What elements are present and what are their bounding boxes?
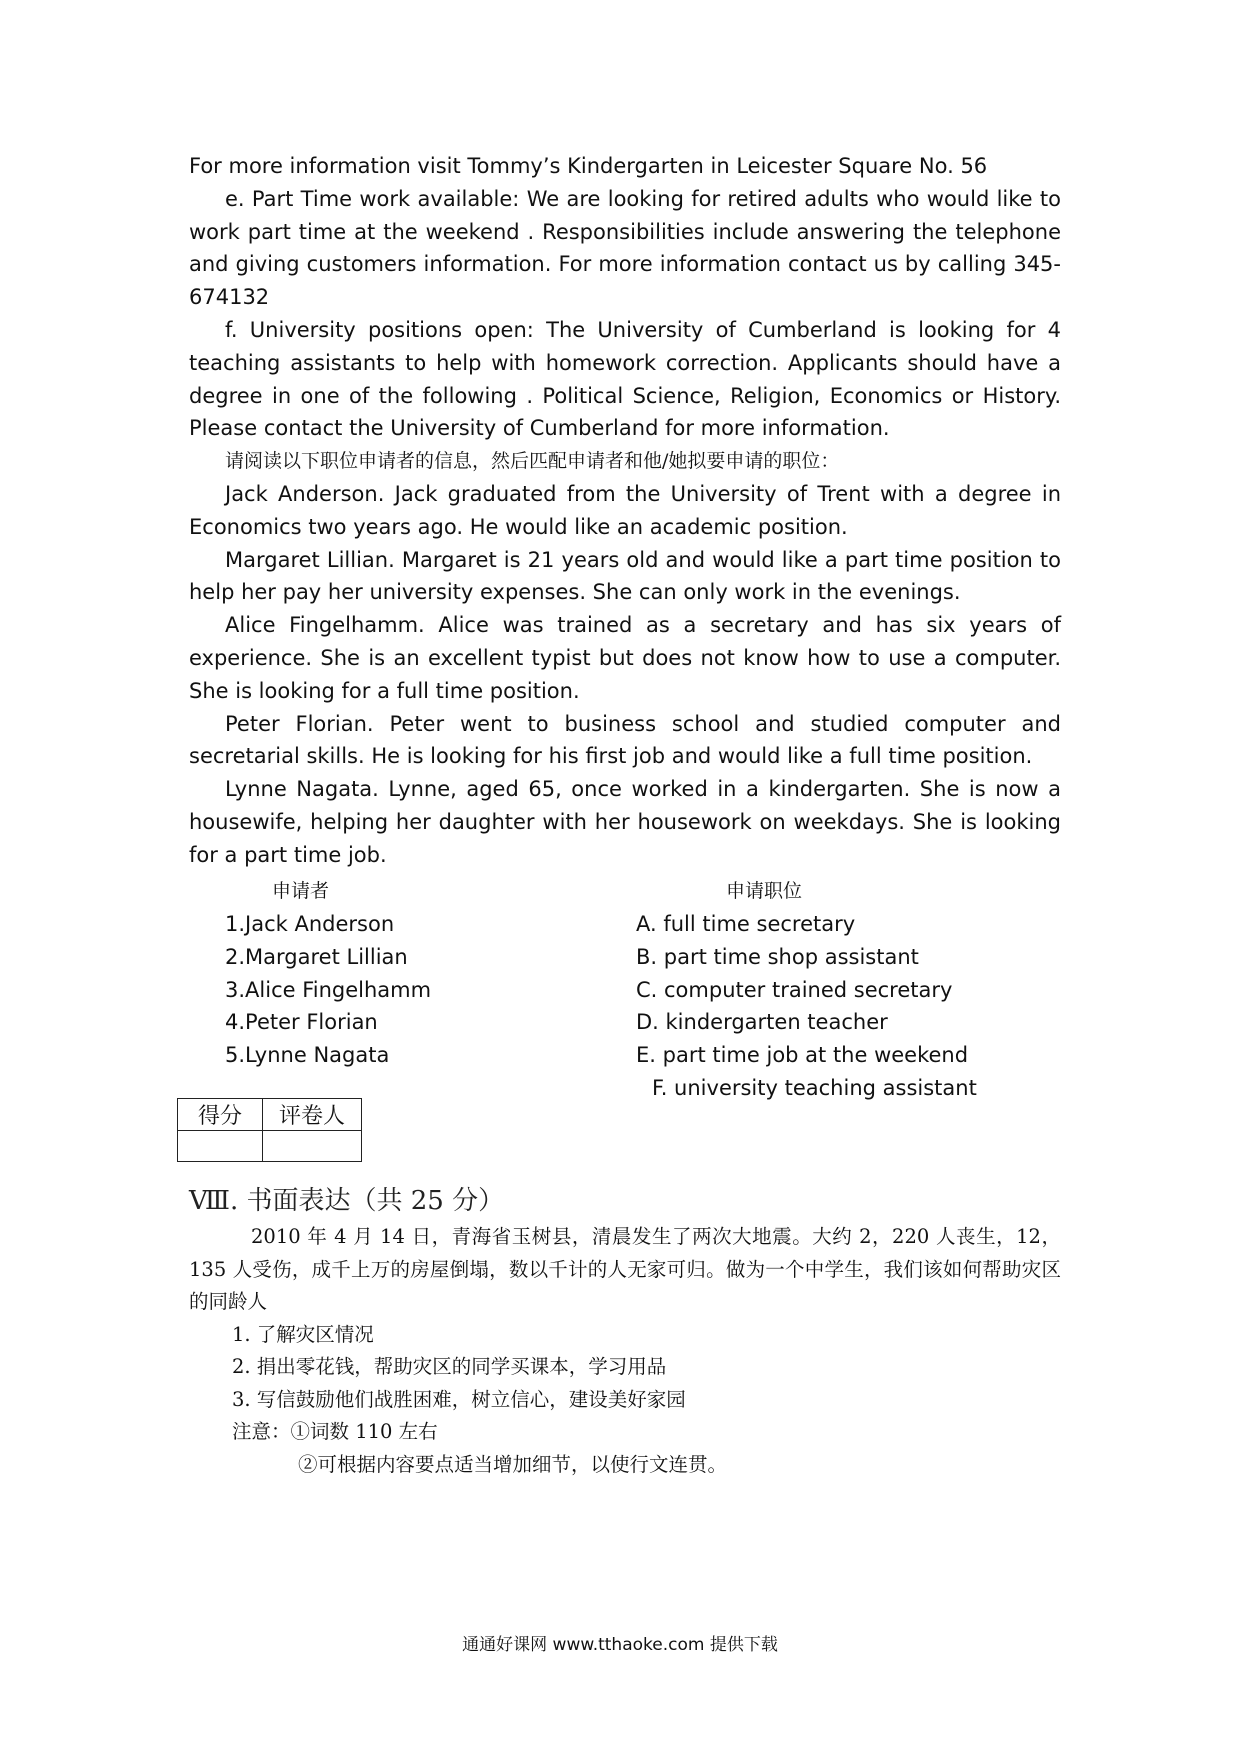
writing-point: 1. 了解灾区情况	[232, 1322, 374, 1346]
ad-f-university: f. University positions open: The University of Cumberland is looking for 4 teaching assistants to help with homework correction. Applicants should have a degree in one of the following . Political Science, Religion, Economics or History. Please contact the University of Cumberland for more information.	[189, 317, 1061, 441]
position-list	[636, 908, 977, 1105]
grader-cell[interactable]	[263, 1131, 362, 1162]
applicant-lynne: Lynne Nagata. Lynne, aged 65, once worked in a kindergarten. She is now a housewife, helping her daughter with her housework on weekdays. She is looking for a part time job.	[189, 777, 1061, 867]
positions-header: 申请职位	[726, 880, 803, 902]
section-writing	[189, 1181, 1061, 1481]
list-item: 3.Alice Fingelhamm	[225, 977, 432, 1002]
score-label: 得分	[178, 1099, 263, 1131]
writing-prompt: 2010 年 4 月 14 日，青海省玉树县，清晨发生了两次大地震。大约 2，220 人丧生，12，135 人受伤，成千上万的房屋倒塌，数以千计的人无家可归。做为一个中学生，我们该如何帮助灾区的同龄人	[189, 1225, 1061, 1313]
list-item: A. full time secretary	[636, 912, 856, 936]
list-item: E. part time job at the weekend	[636, 1043, 969, 1068]
matching-table	[189, 875, 1061, 1105]
list-item: B. part time shop assistant	[636, 944, 919, 969]
writing-note-2: ②可根据内容要点适当增加细节，以使行文连贯。	[298, 1452, 728, 1476]
list-item: D. kindergarten teacher	[636, 1010, 888, 1035]
applicant-margaret: Margaret Lillian. Margaret is 21 years old and would like a part time position to help her pay her university expenses. She can only work in the evenings.	[189, 547, 1061, 605]
writing-point: 3. 写信鼓励他们战胜困难，树立信心，建设美好家园	[232, 1387, 686, 1411]
list-item: 2.Margaret Lillian	[225, 944, 408, 969]
score-box	[177, 1098, 362, 1162]
ad-d-contact: For more information visit Tommy’s Kindergarten in Leicester Square No. 56	[189, 154, 988, 178]
reading-passage	[189, 150, 1061, 872]
applicants-header: 申请者	[272, 880, 330, 902]
list-item: C. computer trained secretary	[636, 977, 953, 1002]
matching-instruction: 请阅读以下职位申请者的信息，然后匹配申请者和他/她拟要申请的职位：	[225, 450, 840, 473]
list-item: 5.Lynne Nagata	[225, 1043, 390, 1068]
section-title: Ⅷ. 书面表达（共 25 分）	[189, 1186, 505, 1216]
applicant-jack: Jack Anderson. Jack graduated from the University of Trent with a degree in Economics two years ago. He would like an academic position.	[189, 481, 1061, 539]
applicant-name-list	[225, 908, 431, 1072]
applicant-peter: Peter Florian. Peter went to business school and studied computer and secretarial skills. He is looking for his first job and would like a full time position.	[189, 711, 1061, 769]
page-footer: 通通好课网 www.tthaoke.com 提供下载	[462, 1635, 778, 1655]
ad-e-part-time: e. Part Time work available: We are looking for retired adults who would like to work part time at the weekend . Responsibilities include answering the telephone and giving customers information. For more information contact us by calling 345-674132	[189, 186, 1061, 310]
score-cell[interactable]	[178, 1131, 263, 1162]
writing-point: 2. 捐出零花钱，帮助灾区的同学买课本，学习用品	[232, 1355, 667, 1378]
grader-label: 评卷人	[263, 1099, 362, 1131]
writing-note-1: 注意：①词数 110 左右	[232, 1420, 438, 1443]
list-item: 4.Peter Florian	[225, 1010, 378, 1035]
applicant-alice: Alice Fingelhamm. Alice was trained as a secretary and has six years of experience. She is an excellent typist but does not know how to use a computer. She is looking for a full time position.	[189, 613, 1061, 703]
list-item: 1.Jack Anderson	[225, 912, 395, 936]
list-item: F. university teaching assistant	[652, 1075, 977, 1100]
